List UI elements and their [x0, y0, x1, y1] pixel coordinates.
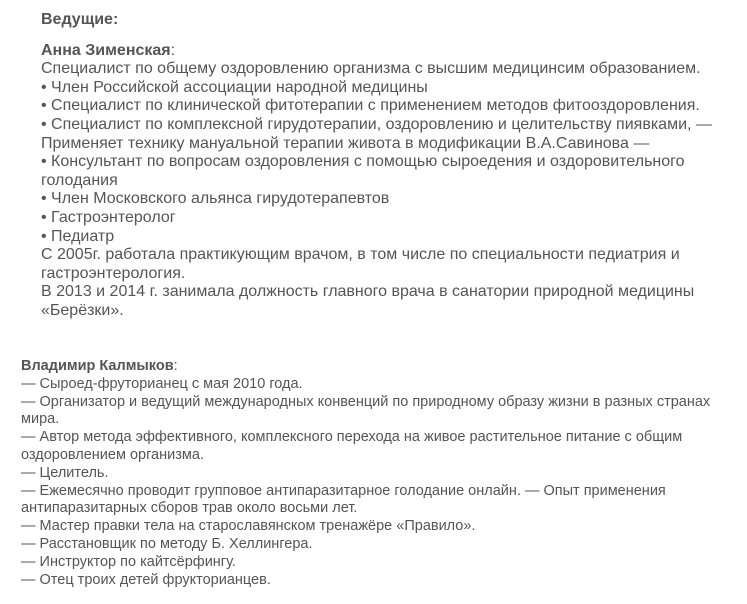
host1-name-line — [41, 42, 741, 61]
host2-name-line — [21, 358, 743, 376]
host1-line: • Специалист по клинической фитотерапии с применением методов фитооздоровления. — [41, 97, 700, 115]
host2-line: — Расстановщик по методу Б. Хеллингера. — [21, 535, 313, 552]
host2-line: — Отец троих детей фрукторианцев. — [21, 571, 271, 588]
host2-line: мира. — [21, 411, 60, 428]
host1-line: • Консультант по вопросам оздоровления с помощью сыроедения и оздоровительного — [41, 153, 685, 171]
host1-name: Анна Зименская — [41, 41, 171, 59]
host2-name-suffix: : — [173, 358, 178, 374]
host1-line: С 2005г. работала практикующим врачом, в том числе по специальности педиатрия и — [41, 246, 680, 264]
host1-line: • Гастроэнтеролог — [41, 208, 176, 226]
host2-line: — Мастер правки тела на старославянском тренажёре «Правило». — [21, 518, 476, 535]
host1-name-suffix: : — [170, 41, 176, 59]
host2-line: антипаразитарных сборов трав около восьми лет. — [21, 500, 358, 517]
host1-line: Применяет технику мануальной терапии живота в модификации В.А.Савинова — — [41, 134, 650, 152]
host1-line: Специалист по общему оздоровлению организма с высшим медицинсим образованием. — [41, 60, 701, 78]
host2-line: — Ежемесячно проводит групповое антипаразитарное голодание онлайн. — Опыт применения — [21, 482, 666, 499]
host1-line: гастроэнтерология. — [41, 264, 186, 282]
host1-line: • Специалист по комплексной гирудотерапии, оздоровлению и целительству пиявками, — — [41, 115, 712, 133]
host1-line: В 2013 и 2014 г. занимала должность главного врача в санатории природной медицины — [41, 283, 695, 301]
host2-section — [21, 358, 743, 589]
host1-line: «Берёзки». — [41, 301, 124, 319]
host1-line: голодания — [41, 171, 118, 189]
host1-section — [41, 11, 741, 321]
host1-line: • Член Российской ассоциации народной медицины — [41, 78, 428, 96]
host2-line: — Сыроед-фруторианец с мая 2010 года. — [21, 375, 303, 392]
host1-line: • Педиатр — [41, 227, 115, 245]
host2-line: — Организатор и ведущий международных конвенций по природному образу жизни в разных странах — [21, 393, 711, 410]
host2-name: Владимир Калмыков — [21, 358, 174, 374]
hosts-heading: Ведущие: — [41, 11, 119, 28]
host2-line: — Целитель. — [21, 464, 109, 481]
host1-line: • Член Московского альянса гирудотерапевтов — [41, 190, 390, 208]
host2-line: — Инструктор по кайтсёрфингу. — [21, 553, 236, 570]
host2-line: оздоровлением организма. — [21, 446, 204, 463]
host2-line: — Автор метода эффективного, комплексного перехода на живое растительное питание с общим — [21, 429, 683, 446]
